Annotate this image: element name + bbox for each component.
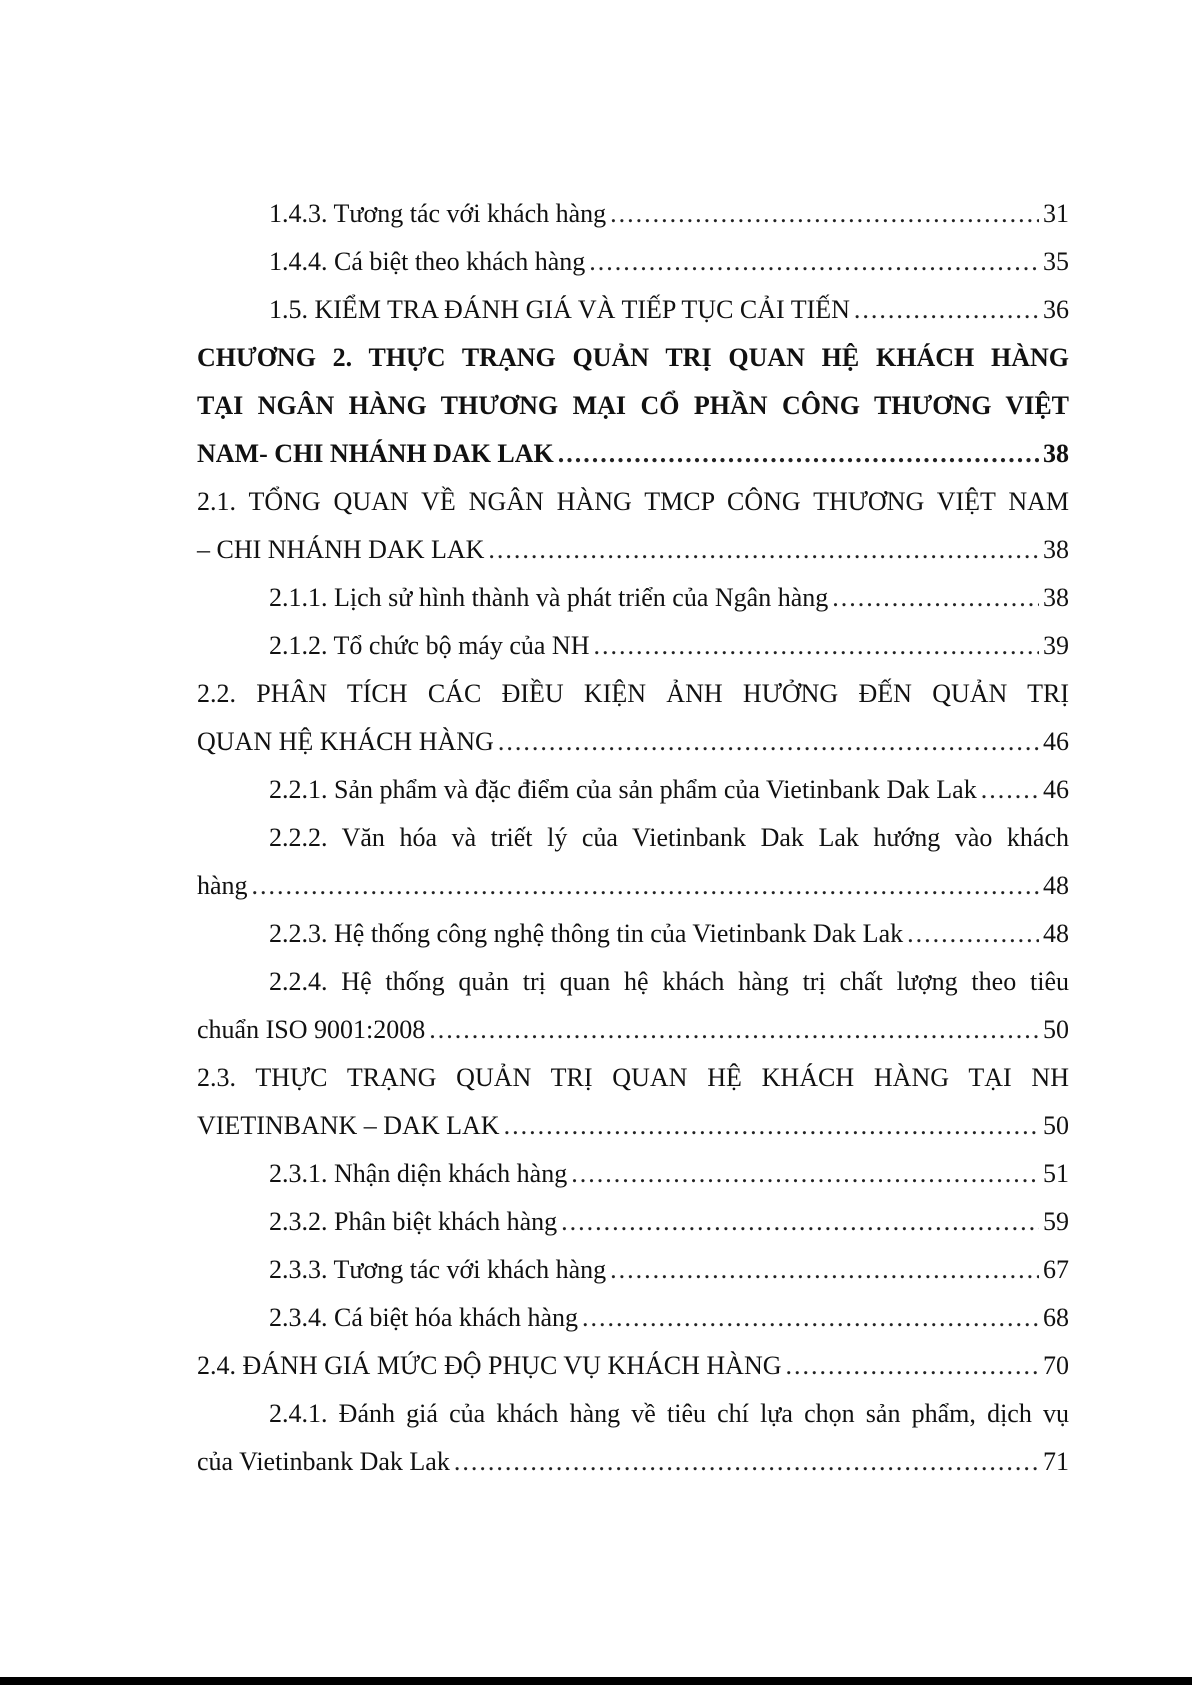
toc-page-number: 31 [1043, 199, 1069, 228]
dot-leader [498, 718, 1039, 766]
toc-entry-text: 2.3.1. Nhận diện khách hàng [269, 1159, 568, 1188]
dot-leader [429, 1006, 1039, 1054]
dot-leader [610, 1246, 1039, 1294]
toc-entry[interactable] [197, 670, 1069, 766]
toc-entry-text: 1.4.3. Tương tác với khách hàng [269, 199, 607, 228]
toc-entry-text: 2.2.2. Văn hóa và triết lý của Vietinbank Dak Lak hướng vào khách [269, 823, 1069, 852]
toc-page-number: 59 [1043, 1207, 1069, 1236]
toc-entry-text: TẠI NGÂN HÀNG THƯƠNG MẠI CỔ PHẦN CÔNG THƯƠNG VIỆT [197, 391, 1069, 420]
toc-entry-text: 2.2.1. Sản phẩm và đặc điểm của sản phẩm của Vietinbank Dak Lak [269, 775, 977, 804]
toc-entry[interactable] [197, 190, 1069, 238]
toc-entry[interactable] [197, 1390, 1069, 1486]
toc-entry-text: chuẩn ISO 9001:2008 [197, 1015, 426, 1044]
toc-entry[interactable] [197, 1246, 1069, 1294]
dot-leader [589, 238, 1039, 286]
toc-page-number: 71 [1043, 1447, 1069, 1476]
toc-entry[interactable] [197, 1198, 1069, 1246]
toc-entry[interactable] [197, 574, 1069, 622]
toc-entry-text: 2.1.2. Tổ chức bộ máy của NH [269, 631, 590, 660]
toc-page-number: 38 [1043, 583, 1069, 612]
toc-entry-text: 2.4.1. Đánh giá của khách hàng về tiêu chí lựa chọn sản phẩm, dịch vụ [269, 1399, 1069, 1428]
toc-page-number: 39 [1043, 631, 1069, 660]
toc-page-number: 50 [1043, 1111, 1069, 1140]
toc-page-number: 70 [1043, 1351, 1069, 1380]
toc-entry-text: 2.2.4. Hệ thống quản trị quan hệ khách hàng trị chất lượng theo tiêu [269, 967, 1069, 996]
dot-leader [561, 1198, 1039, 1246]
toc-entry-text: VIETINBANK – DAK LAK [197, 1111, 500, 1140]
toc-entry[interactable] [197, 622, 1069, 670]
dot-leader [504, 1102, 1039, 1150]
dot-leader [981, 766, 1039, 814]
dot-leader [786, 1342, 1040, 1390]
toc-entry-text: CHƯƠNG 2. THỰC TRẠNG QUẢN TRỊ QUAN HỆ KHÁCH HÀNG [197, 343, 1069, 372]
toc-entry-text: 2.3.2. Phân biệt khách hàng [269, 1207, 558, 1236]
dot-leader [252, 862, 1039, 910]
scan-bottom-edge [0, 1677, 1192, 1685]
toc-entry[interactable] [197, 958, 1069, 1054]
toc-entry-text: 2.3.4. Cá biệt hóa khách hàng [269, 1303, 579, 1332]
dot-leader [832, 574, 1039, 622]
toc-entry-text: 2.3.3. Tương tác với khách hàng [269, 1255, 607, 1284]
toc-entry-text: 2.3. THỰC TRẠNG QUẢN TRỊ QUAN HỆ KHÁCH HÀNG TẠI NH [197, 1063, 1069, 1092]
toc-entry[interactable] [197, 1294, 1069, 1342]
dot-leader [558, 430, 1039, 478]
toc-entry-text: NAM- CHI NHÁNH DAK LAK [197, 439, 554, 468]
dot-leader [571, 1150, 1039, 1198]
toc-page-number: 51 [1043, 1159, 1069, 1188]
toc-entry-text: – CHI NHÁNH DAK LAK [197, 535, 485, 564]
toc-entry[interactable] [197, 478, 1069, 574]
table-of-contents [197, 190, 1069, 1486]
toc-entry-text: 2.1. TỔNG QUAN VỀ NGÂN HÀNG TMCP CÔNG THƯƠNG VIỆT NAM [197, 487, 1069, 516]
toc-page-number: 48 [1043, 919, 1069, 948]
toc-entry[interactable] [197, 766, 1069, 814]
toc-page-number: 68 [1043, 1303, 1069, 1332]
toc-entry-text: 2.2.3. Hệ thống công nghệ thông tin của Vietinbank Dak Lak [269, 919, 904, 948]
toc-entry-text: của Vietinbank Dak Lak [197, 1447, 450, 1476]
toc-page-number: 46 [1043, 727, 1069, 756]
toc-entry[interactable] [197, 910, 1069, 958]
toc-entry-text: 2.4. ĐÁNH GIÁ MỨC ĐỘ PHỤC VỤ KHÁCH HÀNG [197, 1351, 782, 1380]
toc-page-number: 50 [1043, 1015, 1069, 1044]
toc-page-number: 67 [1043, 1255, 1069, 1284]
toc-entry-text: QUAN HỆ KHÁCH HÀNG [197, 727, 494, 756]
toc-page-number: 38 [1043, 439, 1069, 468]
dot-leader [610, 190, 1039, 238]
toc-entry[interactable] [197, 1342, 1069, 1390]
toc-entry-text: 1.4.4. Cá biệt theo khách hàng [269, 247, 586, 276]
toc-page-number: 36 [1043, 295, 1069, 324]
toc-entry[interactable] [197, 814, 1069, 910]
toc-entry[interactable] [197, 286, 1069, 334]
toc-page-number: 46 [1043, 775, 1069, 804]
dot-leader [488, 526, 1039, 574]
toc-entry-text: 2.1.1. Lịch sử hình thành và phát triển của Ngân hàng [269, 583, 829, 612]
dot-leader [582, 1294, 1039, 1342]
toc-page-number: 35 [1043, 247, 1069, 276]
toc-entry-text: hàng [197, 871, 248, 900]
toc-entry[interactable] [197, 238, 1069, 286]
toc-entry-text: 1.5. KIỂM TRA ĐÁNH GIÁ VÀ TIẾP TỤC CẢI TIẾN [269, 295, 850, 324]
dot-leader [454, 1438, 1039, 1486]
dot-leader [854, 286, 1039, 334]
dot-leader [593, 622, 1039, 670]
toc-entry-text: 2.2. PHÂN TÍCH CÁC ĐIỀU KIỆN ẢNH HƯỞNG ĐẾN QUẢN TRỊ [197, 679, 1069, 708]
toc-entry[interactable] [197, 1054, 1069, 1150]
dot-leader [907, 910, 1039, 958]
toc-entry[interactable] [197, 334, 1069, 478]
toc-page-number: 48 [1043, 871, 1069, 900]
toc-page-number: 38 [1043, 535, 1069, 564]
toc-entry[interactable] [197, 1150, 1069, 1198]
